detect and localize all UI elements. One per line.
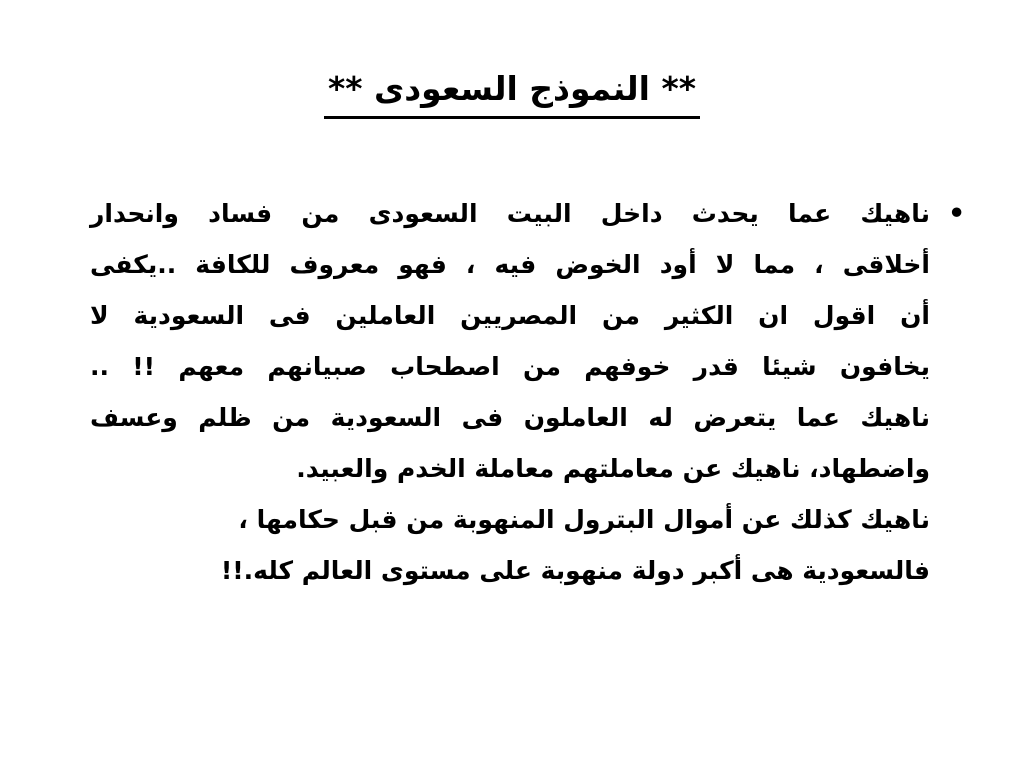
body-line-7: ناهيك كذلك عن أموال البترول المنهوبة من قبل حكامها ، [238, 505, 930, 534]
body-paragraph [90, 188, 930, 596]
body-line-6: واضطهاد، ناهيك عن معاملتهم معاملة الخدم والعبيد. [296, 454, 930, 483]
bullet-icon: • [948, 198, 966, 229]
body-line-8: فالسعودية هى أكبر دولة منهوبة على مستوى العالم كله.!! [220, 556, 930, 585]
body-line-3: أن اقول ان الكثير من المصريين العاملين فى السعودية لا [90, 301, 930, 330]
slide-title-text: ** النموذج السعودى ** [324, 64, 700, 119]
body-line-4: يخافون شيئا قدر خوفهم من اصطحاب صبيانهم معهم !! .. [90, 352, 930, 381]
body-line-1: ناهيك عما يحدث داخل البيت السعودى من فساد وانحدار [90, 199, 930, 228]
body-line-5: ناهيك عما يتعرض له العاملون فى السعودية من ظلم وعسف [90, 403, 930, 432]
body-line-2: أخلاقى ، مما لا أود الخوض فيه ، فهو معروف للكافة ..يكفى [90, 250, 930, 279]
slide-title [112, 64, 912, 119]
